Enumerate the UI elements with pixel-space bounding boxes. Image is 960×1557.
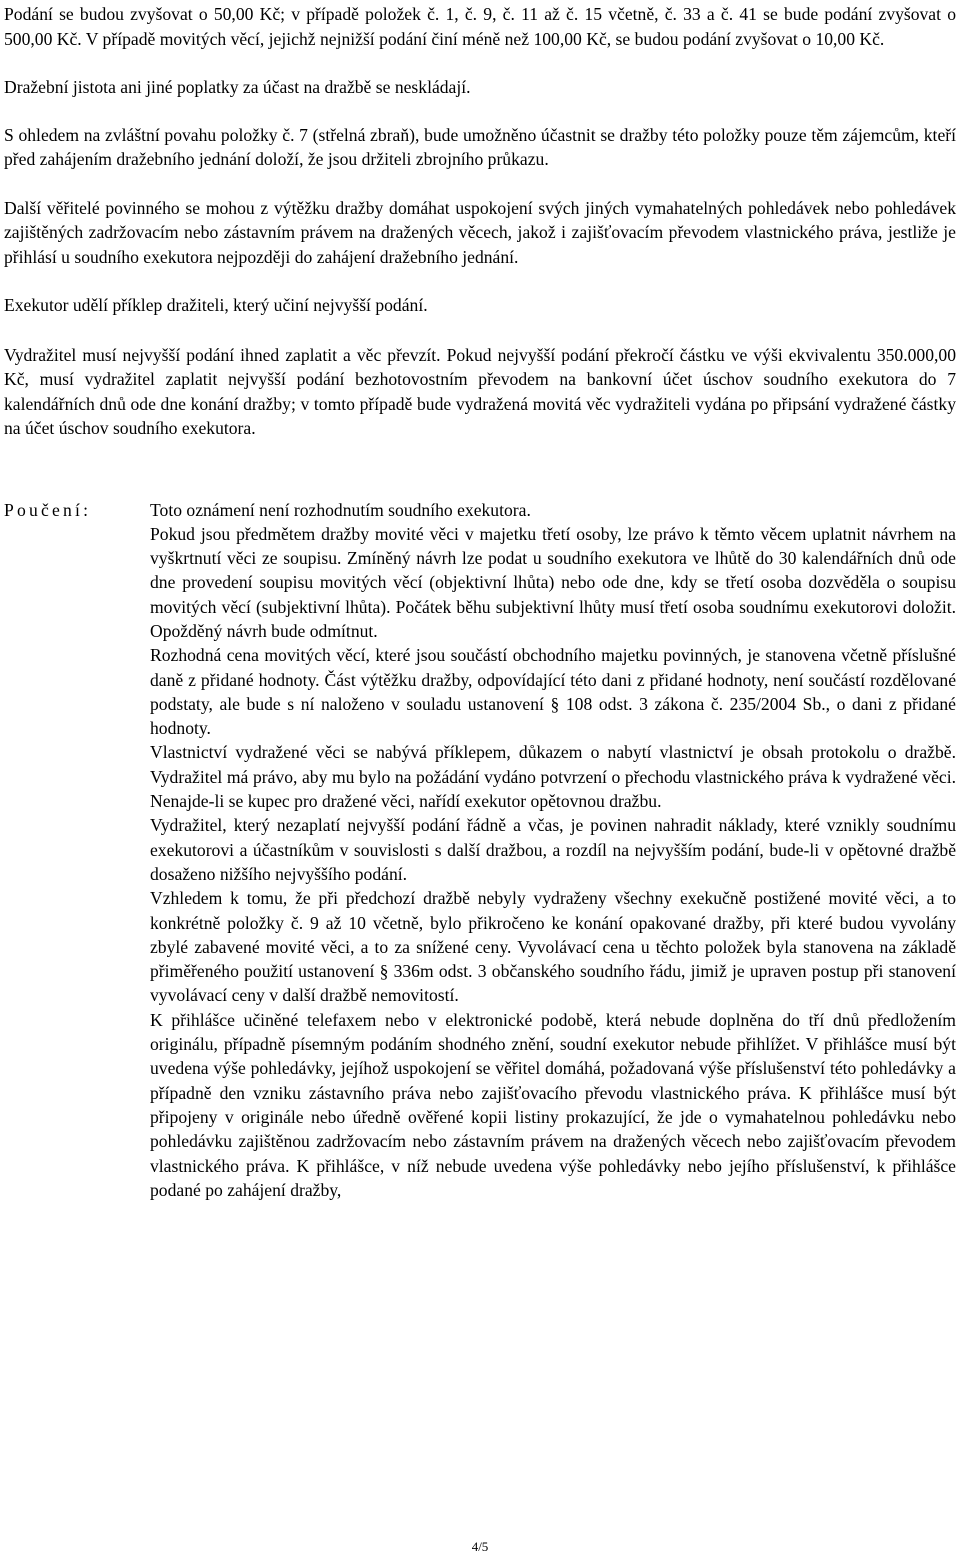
paragraph-bid-increments: Podání se budou zvyšovat o 50,00 Kč; v případě položek č. 1, č. 9, č. 11 až č. 15 včetně, č. 33 a č. 41 se bude podání zvyšovat o 500,00 Kč. V případě movitých věcí, jejichž nejnižší podání činí méně než 100,00 Kč, se budou podání zvyšovat o 10,00 Kč. bbox=[4, 4, 956, 49]
notice-item-creditor-application: K přihlášce učiněné telefaxem nebo v elektronické podobě, která nebude doplněna do tří dnů předložením originálu, případně písemným podáním shodného znění, soudní exekutor nebude přihlížet. V přihlášce musí být uvedena výše pohledávky, jejíhož uspokojení se věřitel domáhá, požadovaná výše příslušenství této pohledávky a případně den vzniku zástavního práva nebo zajišťovacího převodu vlastnického práva. K přihlášce musí být připojeny v originále nebo úředně ověřené kopii listiny prokazující, že jde o vymahatelnou pohledávku nebo pohledávku zajištěnou zadržovacím nebo zástavním právem na dražených věcech nebo zajišťovacím převodem vlastnického práva. K přihlášce, v níž nebude uvedena výše pohledávky nebo jejího příslušenství, k přihlášce podané po zahájení dražby, bbox=[150, 1009, 956, 1200]
notice-item-vat: Rozhodná cena movitých věcí, které jsou součástí obchodního majetku povinných, je stanovena včetně příslušné daně z přidané hodnoty. Část výtěžku dražby, odpovídající této dani z přidané hodnoty, není součástí rozdělované podstaty, ale bude s ní naloženo v souladu ustanovení § 108 odst. 3 zákona č. 235/2004 Sb., o dani z přidané hodnoty. bbox=[150, 645, 956, 739]
notice-item-ownership: Vlastnictví vydražené věci se nabývá příklepem, důkazem o nabytí vlastnictví je obsah protokolu o dražbě. Vydražitel má právo, aby mu bylo na požádání vydáno potvrzení o přechodu vlastnického práva k vydražené věci. Nenajde-li se kupec pro dražené věci, nařídí exekutor opětovnou dražbu. bbox=[150, 742, 956, 812]
notice-label: Poučení: bbox=[4, 499, 92, 520]
document-page bbox=[4, 0, 956, 1202]
paragraph-auction-deposit: Dražební jistota ani jiné poplatky za účast na dražbě se neskládají. bbox=[4, 77, 471, 97]
notice-item-third-party-property: Pokud jsou předmětem dražby movité věci v majetku třetí osoby, lze právo k těmto věcem uplatnit návrhem na vyškrtnutí věci ze soupisu. Zmíněný návrh lze podat u soudního exekutora ve lhůtě do 30 kalendářních dnů ode dne provedení soupisu movitých věcí (objektivní lhůta) nebo ode dne, kdy se třetí osoba dozvěděla o soupisu movitých věcí (subjektivní lhůta). Počátek běhu subjektivní lhůty musí třetí osoba soudnímu exekutorovi doložit. Opožděný návrh bude odmítnut. bbox=[150, 523, 956, 641]
notice-section bbox=[4, 498, 956, 1203]
notice-item-nonpayment: Vydražitel, který nezaplatí nejvyšší podání řádně a včas, je povinen nahradit náklady, které vznikly soudnímu exekutorovi a účastníkům v souvislosti s další dražbou, a rozdíl na nejvyšším podání, bude-li v opětovné dražbě dosaženo nižšího nejvyššího podání. bbox=[150, 815, 956, 884]
page-number: 4/5 bbox=[471, 1539, 489, 1554]
paragraph-hammer-price: Exekutor udělí příklep dražiteli, který učiní nejvyšší podání. bbox=[4, 295, 428, 315]
paragraph-buyer-payment: Vydražitel musí nejvyšší podání ihned zaplatit a věc převzít. Pokud nejvyšší podání překročí částku ve výši ekvivalentu 350.000,00 Kč, musí vydražitel zaplatit nejvyšší podání bezhotovostním převodem na bankovní účet úschov soudního exekutora do 7 kalendářních dnů ode dne konání dražby; v tomto případě bude vydražená movitá věc vydražiteli vydána po připsání vydražené částky na účet úschov soudního exekutora. bbox=[4, 344, 956, 438]
notice-item-repeat-auction: Vzhledem k tomu, že při předchozí dražbě nebyly vydraženy všechny exekučně postižené movité věci, a to konkrétně položky č. 9 až 10 včetně, bylo přikročeno ke konání opakované dražby, při které budou vyvolány zbylé zabavené movité věci, a to za snížené ceny. Vyvolávací cena u těchto položek byla stanovena na základě přiměřeného použití ustanovení § 336m odst. 3 občanského soudního řádu, jimiž je upraven postup při stanovení vyvolávací ceny v další dražbě nemovitostí. bbox=[150, 888, 956, 1006]
notice-body bbox=[150, 498, 956, 1203]
paragraph-other-creditors: Další věřitelé povinného se mohou z výtěžku dražby domáhat uspokojení svých jiných vymahatelných pohledávek nebo pohledávek zajištěných zadržovacím nebo zástavním právem na dražených věcech, jakož i zajišťovacím převodem vlastnického práva, jestliže je přihlásí u soudního exekutora nejpozději do zahájení dražebního jednání. bbox=[4, 197, 956, 267]
paragraph-firearm-item: S ohledem na zvláštní povahu položky č. 7 (střelná zbraň), bude umožněno účastnit se dražby této položky pouze těm zájemcům, kteří před zahájením dražebního jednání doloží, že jsou držiteli zbrojního průkazu. bbox=[4, 124, 956, 169]
notice-item-not-decision: Toto oznámení není rozhodnutím soudního exekutora. bbox=[150, 499, 531, 520]
